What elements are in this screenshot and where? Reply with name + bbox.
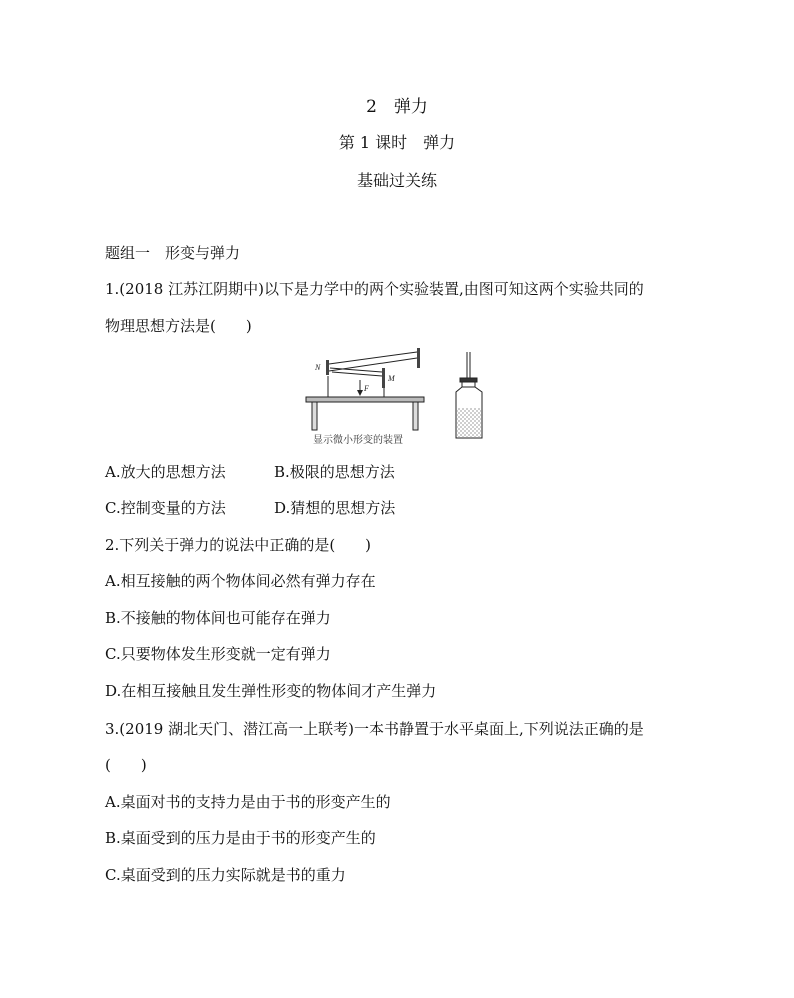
- q1-option-c: C.控制变量的方法: [105, 499, 226, 517]
- q1-option-a: A.放大的思想方法: [105, 463, 226, 481]
- q3-stem-line1: 3.(2019 湖北天门、潜江高一上联考)一本书静置于水平桌面上,下列说法正确的是: [105, 720, 644, 738]
- q2-stem: 2.下列关于弹力的说法中正确的是( ): [105, 536, 372, 554]
- lesson-title: 第 1 课时 弹力: [338, 133, 456, 152]
- q1-stem-line1: 1.(2018 江苏江阴期中)以下是力学中的两个实验装置,由图可知这两个实验共同的: [105, 280, 644, 298]
- q2-option-c: C.只要物体发生形变就一定有弹力: [105, 645, 331, 663]
- q2-option-a: A.相互接触的两个物体间必然有弹力存在: [105, 572, 376, 590]
- q3-option-c: C.桌面受到的压力实际就是书的重力: [105, 866, 346, 884]
- q1-stem-line2: 物理思想方法是( ): [105, 317, 252, 335]
- q1-option-b: B.极限的思想方法: [274, 463, 395, 481]
- group-title: 题组一 形变与弹力: [105, 244, 241, 262]
- section-title: 2 弹力: [366, 97, 428, 117]
- q1-option-d: D.猜想的思想方法: [274, 499, 396, 517]
- q2-option-b: B.不接触的物体间也可能存在弹力: [105, 609, 331, 627]
- label-m: M: [388, 374, 395, 383]
- exercise-subtitle: 基础过关练: [356, 171, 437, 190]
- q3-stem-line2: ( ): [105, 756, 147, 774]
- q3-option-b: B.桌面受到的压力是由于书的形变产生的: [105, 829, 376, 847]
- label-n: N: [315, 363, 321, 372]
- bottle-apparatus: [456, 352, 482, 438]
- q3-option-a: A.桌面对书的支持力是由于书的形变产生的: [105, 793, 391, 811]
- figure-caption: 显示微小形变的装置: [313, 435, 403, 446]
- q2-option-d: D.在相互接触且发生弹性形变的物体间才产生弹力: [105, 682, 437, 700]
- label-f: F: [364, 384, 369, 393]
